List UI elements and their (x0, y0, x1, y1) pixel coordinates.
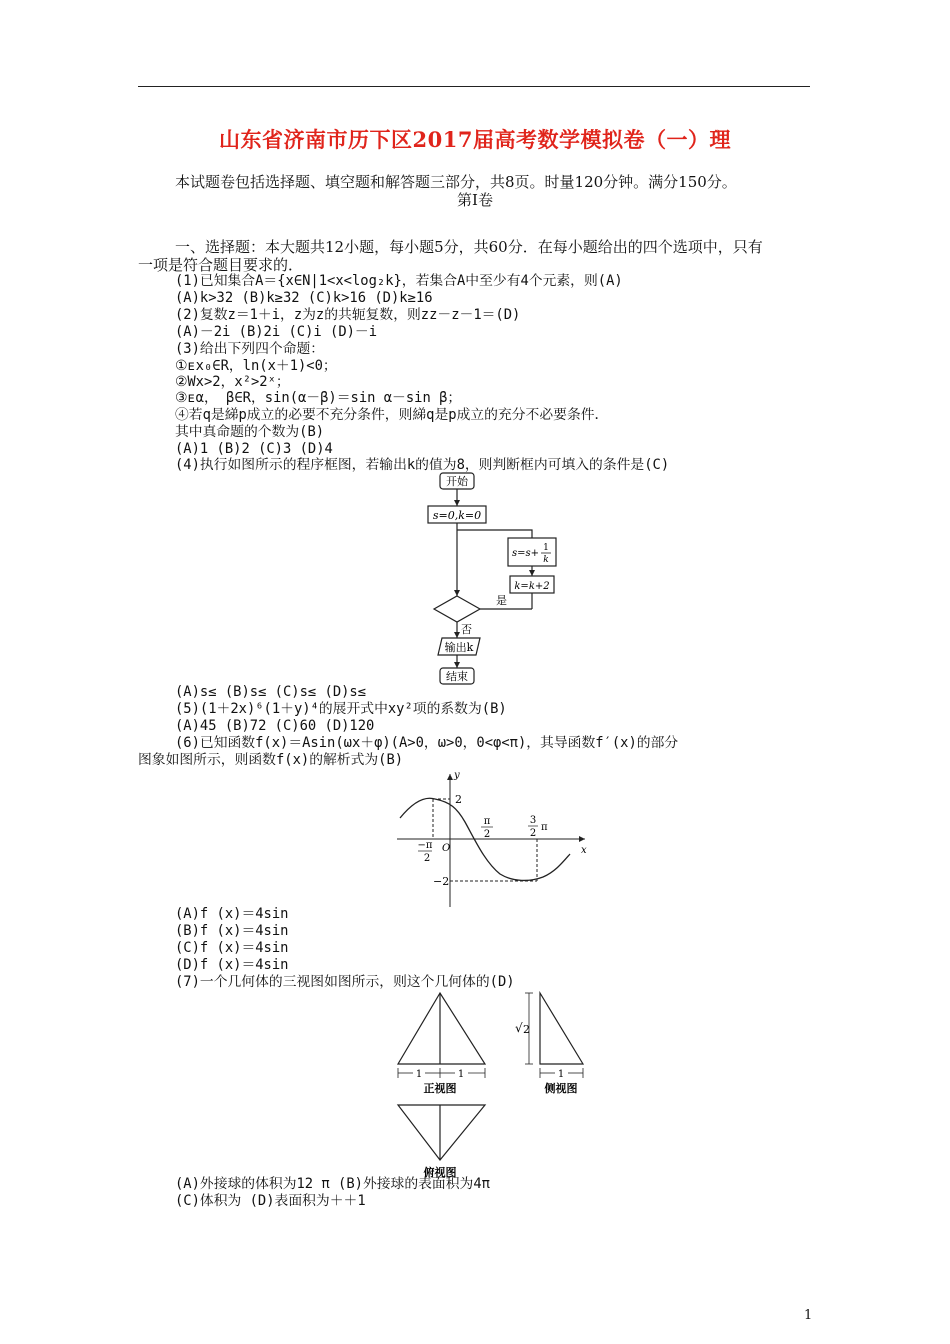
flow-k-label: k=k+2 (514, 581, 550, 592)
q2-stem: (2)复数z＝1＋i，z为z的共轭复数，则zz－z－1＝(D) (175, 307, 521, 323)
q3-proposition-1: ①ᴇx₀∈R，ln(x＋1)<0； (175, 358, 337, 374)
q3-proposition-3: ③ᴇα， β∈R，sin(α－β)＝sin α－sin β； (175, 390, 462, 406)
flow-no-label: 否 (461, 623, 472, 636)
graph-tick-neg2: −2 (433, 875, 450, 888)
q4-stem: (4)执行如图所示的程序框图，若输出k的值为8，则判断框内可填入的条件是(C) (175, 457, 670, 473)
front-view-triangle (398, 993, 485, 1064)
flow-init-label: s=0,k=0 (432, 509, 482, 522)
graph-origin-label: O (442, 843, 451, 854)
graph-tick-neg-pi-den: 2 (423, 853, 431, 864)
graph-tick-3pi-den: 2 (529, 828, 537, 839)
graph-tick-pi-den: 2 (483, 829, 491, 840)
q7-options-2: (C)体积为 (D)表面积为＋＋1 (175, 1193, 366, 1209)
q3-stem: (3)给出下列四个命题： (175, 341, 325, 357)
graph-tick-3pi-num: 3 (529, 815, 537, 826)
q7-stem: (7)一个几何体的三视图如图所示，则这个几何体的(D) (175, 974, 515, 990)
front-view-label: 正视图 (423, 1082, 457, 1095)
top-view-label: 俯视图 (423, 1166, 457, 1179)
q3-options: (A)1 (B)2 (C)3 (D)4 (175, 441, 333, 457)
front-dim-right: 1 (457, 1069, 465, 1080)
flow-frac-den: k (543, 555, 549, 565)
q6-option-b: (B)f (x)＝4sin (175, 923, 289, 939)
q6-option-d: (D)f (x)＝4sin (175, 957, 289, 973)
q6-option-c: (C)f (x)＝4sin (175, 940, 289, 956)
top-view-triangle (398, 1105, 485, 1160)
page-number: 1 (804, 1308, 813, 1323)
q2-options: (A)－2i (B)2i (C)i (D)－i (175, 324, 378, 340)
front-dim-left: 1 (415, 1069, 423, 1080)
header-rule (138, 86, 810, 87)
graph-y-label: y (454, 770, 460, 781)
q4-options: (A)s≤ (B)s≤ (C)s≤ (D)s≤ (175, 684, 367, 700)
q7-options-1: (A)外接球的体积为12 π (B)外接球的表面积为4π (175, 1176, 490, 1192)
derivative-graph (395, 762, 595, 910)
side-dim-bottom: 1 (557, 1069, 565, 1080)
q5-stem: (5)(1＋2x)⁶(1＋y)⁴的展开式中xy²项的系数为(B) (175, 701, 507, 717)
graph-tick-neg-pi-num: −π (417, 840, 433, 851)
flowchart (420, 470, 600, 688)
q6-stem: (6)已知函数f(x)＝Asin(ωx＋φ)(A>0，ω>0，0<φ<π)，其导函数f′(x)的部分 (175, 735, 679, 751)
flow-frac-num: 1 (543, 543, 549, 553)
flow-start-label: 开始 (446, 475, 468, 488)
flow-yes-label: 是 (496, 594, 507, 607)
q3-ask: 其中真命题的个数为(B) (175, 424, 325, 440)
document-title: 山东省济南市历下区2017届高考数学模拟卷（一）理 (219, 127, 731, 152)
flow-s-label: s=s+ (512, 548, 540, 559)
flow-output-label: 输出k (444, 641, 474, 654)
q6-option-a: (A)f (x)＝4sin (175, 906, 289, 922)
side-view-label: 侧视图 (544, 1082, 578, 1095)
section-heading-cont: 一项是符合题目要求的． (138, 256, 304, 274)
graph-tick-2: 2 (455, 793, 462, 806)
flow-decision-diamond (434, 596, 480, 622)
graph-tick-pi-num: π (483, 816, 491, 827)
q3-proposition-2: ②Wx>2，x²>2ˣ； (175, 374, 290, 390)
side-dim-sqrt2: 2 (523, 1023, 530, 1036)
q1-options: (A)k>32 (B)k≥32 (C)k>16 (D)k≥16 (175, 290, 433, 306)
side-dim-sqrt-sign: √ (515, 1021, 523, 1035)
volume-label: 第Ⅰ卷 (457, 191, 493, 209)
q5-options: (A)45 (B)72 (C)60 (D)120 (175, 718, 375, 734)
flow-end-label: 结束 (446, 670, 468, 683)
side-view-triangle (540, 993, 583, 1064)
q3-proposition-4: ④若q是綈p成立的必要不充分条件，则綈q是p成立的充分不必要条件． (175, 407, 609, 423)
graph-tick-3pi-pi: π (541, 822, 548, 833)
section-heading: 一、选择题：本大题共12小题，每小题5分，共60分．在每小题给出的四个选项中，只有 (175, 238, 763, 256)
three-view-drawing (393, 988, 593, 1178)
graph-x-label: x (581, 845, 587, 856)
q6-stem-cont: 图象如图所示，则函数f(x)的解析式为(B) (138, 752, 404, 768)
q1-stem: (1)已知集合A＝{x∈N|1<x<log₂k}，若集合A中至少有4个元素，则(A) (175, 273, 623, 289)
intro-text: 本试题卷包括选择题、填空题和解答题三部分，共8页。时量120分钟。满分150分。 (175, 173, 737, 191)
